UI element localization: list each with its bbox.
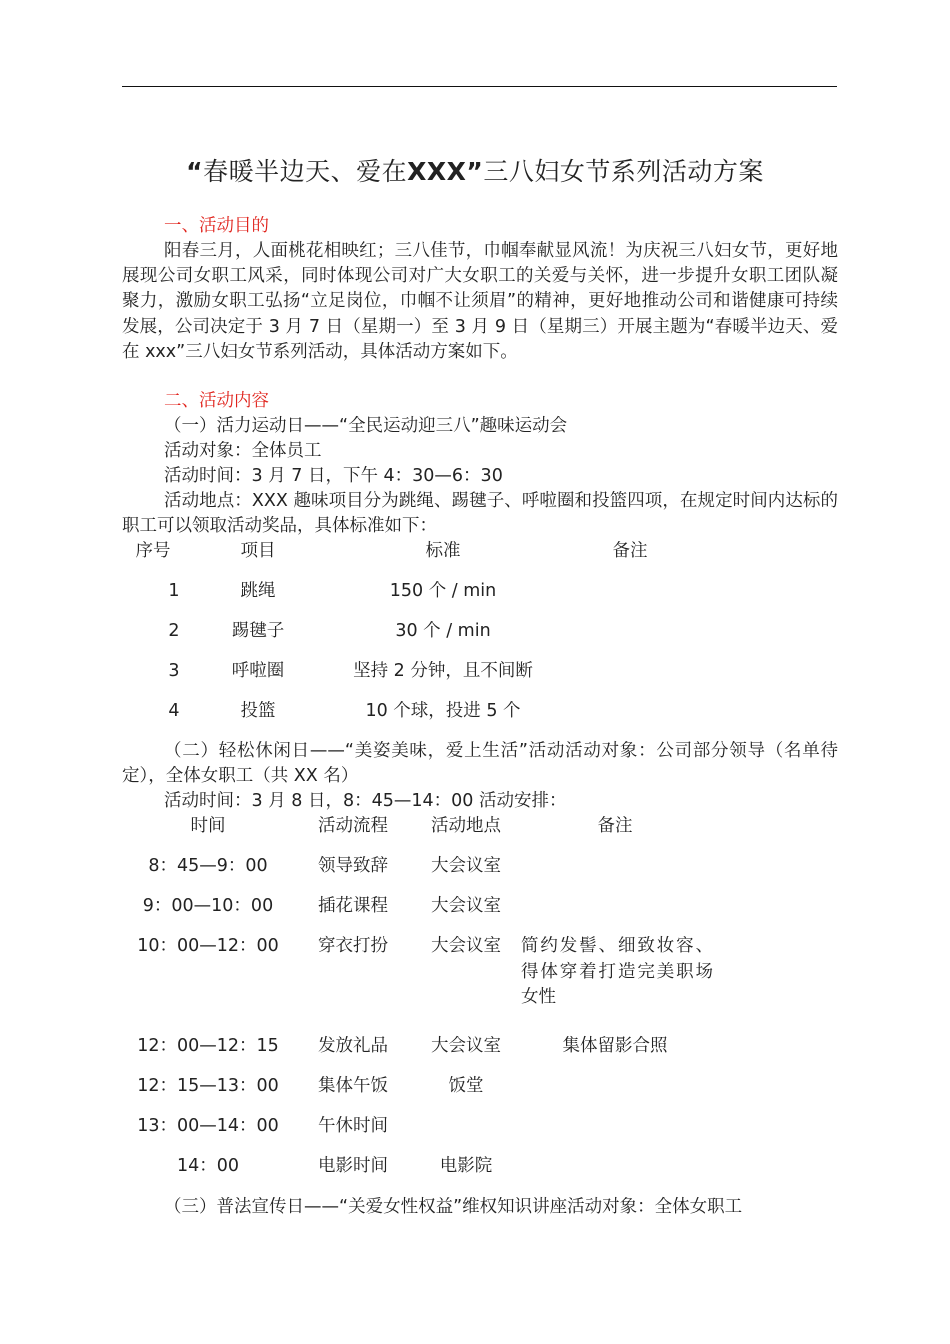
table-header: 项目 <box>240 541 276 561</box>
table-cell: 发放礼品 <box>318 1036 388 1056</box>
table-cell: 饭堂 <box>448 1076 484 1096</box>
table-header: 备注 <box>612 541 648 561</box>
table-cell: 大会议室 <box>431 1036 501 1056</box>
table-cell: 1 <box>168 581 180 601</box>
table-cell: 呼啦圈 <box>231 661 285 681</box>
title-part2: 三八妇女节系列活动方案 <box>483 157 764 186</box>
table-cell: 13：00—14：00 <box>137 1116 279 1136</box>
table-cell: 14：00 <box>176 1156 240 1176</box>
table-cell: 电影院 <box>439 1156 493 1176</box>
table-cell-note: 集体留影合照 <box>562 1036 668 1056</box>
section1-paragraph: 阳春三月，人面桃花相映红；三八佳节，巾帼奉献显风流！为庆祝三八妇女节，更好地展现公司女职工风采，同时体现公司对广大女职工的关爱与关怀，进一步提升女职工团队凝聚力，激励女职工弘扬“立足岗位，巾帼不让须眉”的精神，更好地推动公司和谐健康可持续发展，公司决定于 3 月 7 日（星期一）至 3 月 9 日（星期三）开展主题为“春暖半边天、爱在 xxx”三八妇女节系列活动，具体活动方案如下。 <box>122 241 838 362</box>
table-cell: 150 个 / min <box>389 581 497 601</box>
title-quote-open: “ <box>186 157 204 186</box>
table-cell: 电影时间 <box>318 1156 388 1176</box>
table-cell: 跳绳 <box>240 581 276 601</box>
table-cell: 大会议室 <box>431 856 501 876</box>
table-cell: 10：00—12：00 <box>137 936 279 956</box>
table-cell: 插花课程 <box>318 896 388 916</box>
table-cell: 4 <box>168 701 180 721</box>
table-header: 备注 <box>597 816 633 836</box>
table-cell: 穿衣打扮 <box>318 936 388 956</box>
document-title <box>0 152 950 188</box>
title-part1: 春暖半边天、爱在 <box>203 157 408 186</box>
table-cell: 午休时间 <box>318 1116 388 1136</box>
table-cell: 3 <box>168 661 180 681</box>
title-quote-close: ” <box>466 157 484 186</box>
table-header: 时间 <box>190 816 226 836</box>
day2-title: （二）轻松休闲日——“美姿美味，爱上生活”活动活动对象：公司部分领导（名单待定），全体女职工（共 XX 名） <box>122 741 838 787</box>
day1-title: （一）活力运动日——“全民运动迎三八”趣味运动会 <box>164 416 568 436</box>
title-brand: XXX <box>407 157 467 186</box>
table-cell: 9：00—10：00 <box>142 896 274 916</box>
header-rule <box>122 86 837 87</box>
section2-heading: 二、活动内容 <box>164 391 269 411</box>
table-header: 活动地点 <box>431 816 501 836</box>
table-cell: 12：00—12：15 <box>137 1036 279 1056</box>
table-cell: 2 <box>168 621 180 641</box>
table-cell: 大会议室 <box>431 936 501 956</box>
table-cell: 大会议室 <box>431 896 501 916</box>
day2-time: 活动时间：3 月 8 日，8：45—14：00 活动安排： <box>164 791 567 811</box>
table-cell: 30 个 / min <box>395 621 491 641</box>
day1-target: 活动对象：全体员工 <box>164 441 322 461</box>
day3-title: （三）普法宣传日——“关爱女性权益”维权知识讲座活动对象：全体女职工 <box>164 1197 743 1217</box>
table-cell: 10 个球，投进 5 个 <box>365 701 521 721</box>
table-cell: 领导致辞 <box>318 856 388 876</box>
table-header: 序号 <box>135 541 171 561</box>
table-cell: 踢毽子 <box>231 621 285 641</box>
table-cell: 8：45—9：00 <box>148 856 268 876</box>
table-cell: 坚持 2 分钟，且不间断 <box>353 661 533 681</box>
table-cell-note: 简约发髻、细致妆容、得体穿着打造完美职场女性 <box>521 936 713 1007</box>
table-cell: 12：15—13：00 <box>137 1076 279 1096</box>
table-header: 活动流程 <box>318 816 388 836</box>
table-header: 标准 <box>425 541 461 561</box>
section1-heading: 一、活动目的 <box>164 216 269 236</box>
day1-time: 活动时间：3 月 7 日，下午 4：30—6：30 <box>164 466 503 486</box>
table-cell: 集体午饭 <box>318 1076 388 1096</box>
day1-place: 活动地点：XXX 趣味项目分为跳绳、踢毽子、呼啦圈和投篮四项，在规定时间内达标的职工可以领取活动奖品，具体标准如下： <box>122 491 838 537</box>
table-cell: 投篮 <box>240 701 276 721</box>
